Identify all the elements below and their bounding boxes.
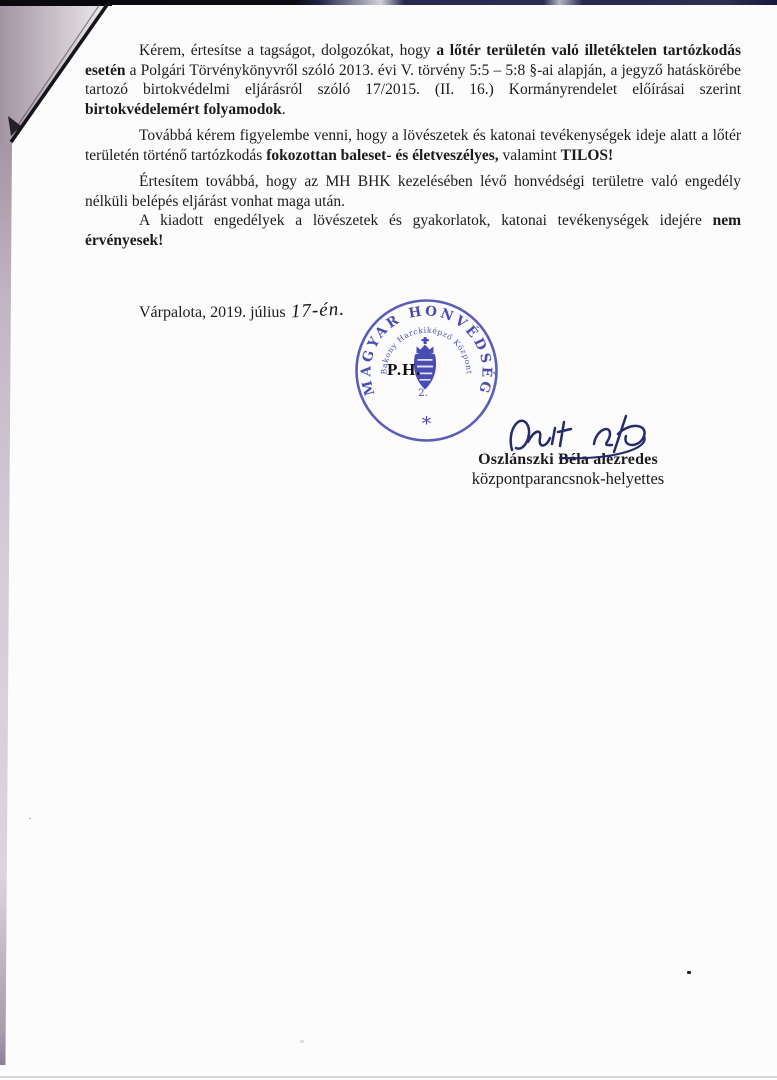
paragraph: A kiadott engedélyek a lövészetek és gyakorlatok, katonai tevékenységek idejére nem érvényesek! — [85, 212, 741, 249]
scan-artifact-left-edge — [0, 3, 13, 1065]
seal-inner-text: Bakony Harckiképző Központ — [379, 325, 474, 375]
paragraph: Értesítem továbbá, hogy az MH BHK kezelésében lévő honvédségi területre való engedély nélküli belépés eljárást vonhat maga után. — [85, 173, 741, 210]
ph-label: P.H. — [387, 360, 422, 379]
paragraph: Kérem, értesítse a tagságot, dolgozókat, hogy a lőtér területén való illetéktelen tartózkodás esetén a Polgári Törvénykönyvről szóló 2013. évi V. törvény 5:5 – 5:8 §-ai alapján, a jegyző hatáskörébe tartozó birtokvédelmi eljárásról szóló 17/2015. (II. 16.) Kormányrendelet előírásai szerint birtokvédelemért folyamodok. — [85, 42, 741, 118]
seal-number: 2. — [417, 387, 429, 399]
date-handwritten: 17-én. — [290, 298, 346, 323]
signer-name: Oszlánszki Béla alezredes — [478, 451, 658, 468]
seal-outer-text: MAGYAR HONVÉDSÉG — [358, 303, 495, 398]
scan-artifact-speck — [687, 971, 691, 974]
scan-artifact-bottom-edge — [0, 1076, 777, 1078]
paragraph: Továbbá kérem figyelembe venni, hogy a lövészetek és katonai tevékenységek ideje alatt a lőtér területén történő tartózkodás fokozottan baleset- és életveszélyes, valamint TILOS! — [85, 127, 741, 164]
body-paragraphs — [85, 41, 741, 257]
date-printed: Várpalota, 2019. július — [139, 304, 286, 321]
signer-title: központparancsnok-helyettes — [471, 469, 665, 488]
date-line — [139, 298, 346, 323]
handwritten-signature — [498, 408, 673, 466]
seal-star: * — [421, 413, 432, 435]
official-seal — [351, 295, 502, 446]
